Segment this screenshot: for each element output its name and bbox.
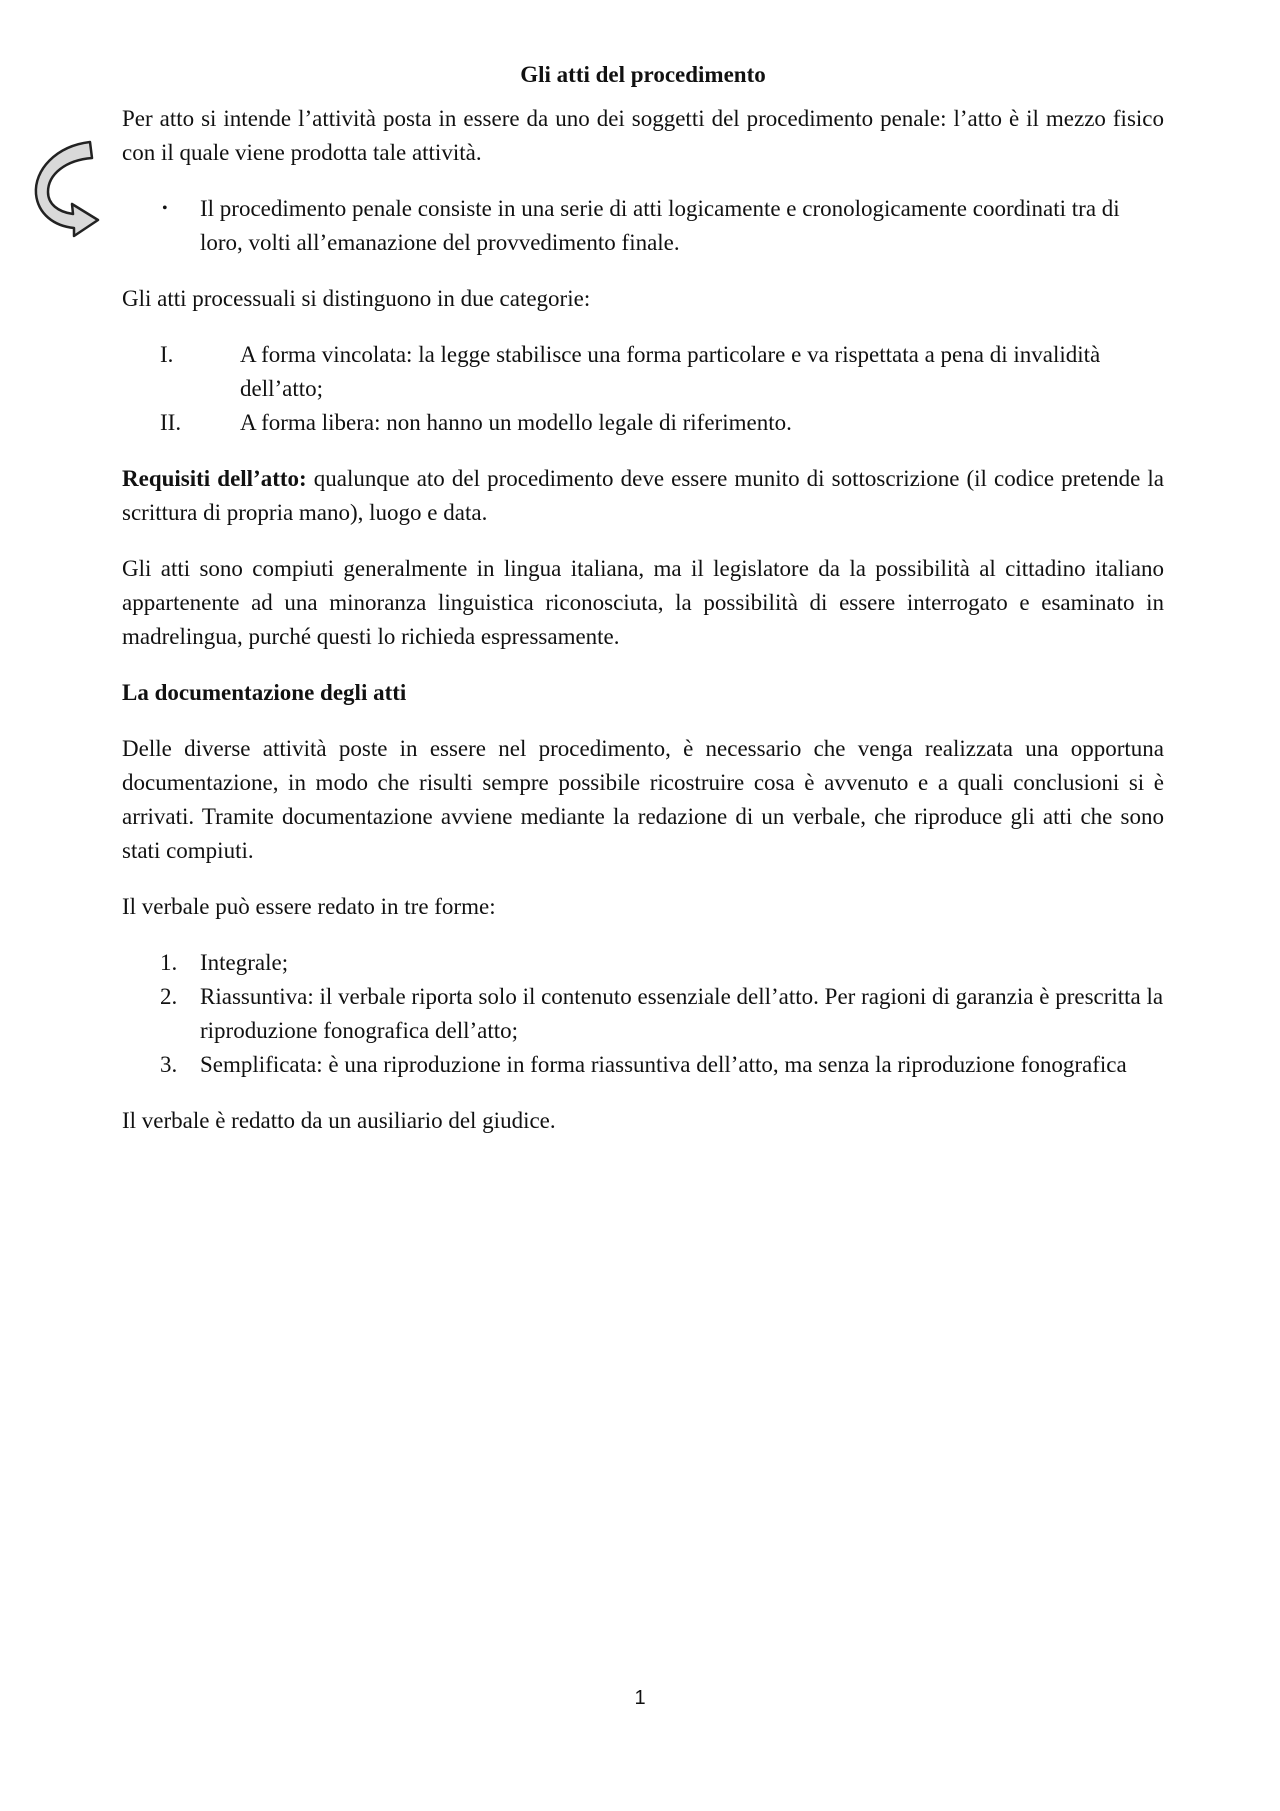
list-marker: 1. (160, 950, 178, 975)
verbale-forms-list (122, 946, 1164, 1082)
categories-list (122, 338, 1164, 440)
list-item-text: A forma libera: non hanno un modello legale di riferimento. (240, 410, 792, 435)
document-body (122, 58, 1164, 1160)
intro-paragraph: Per atto si intende l’attività posta in essere da uno dei soggetti del procedimento penale: l’atto è il mezzo fisico con il quale viene prodotta tale attività. (122, 106, 1164, 165)
list-item (122, 338, 1164, 406)
page-number: 1 (634, 1687, 646, 1709)
requisiti-paragraph (122, 462, 1164, 530)
list-item (122, 946, 1164, 980)
lingua-paragraph: Gli atti sono compiuti generalmente in lingua italiana, ma il legislatore da la possibilità al cittadino italiano appartenente ad una minoranza linguistica riconosciuta, la possibilità di essere interrogato e esaminato in madrelingua, purché questi lo richieda espressamente. (122, 556, 1164, 649)
list-marker: 3. (160, 1052, 178, 1077)
document-title: Gli atti del procedimento (520, 62, 766, 87)
bullet-list (122, 192, 1164, 260)
list-item-text: Riassuntiva: il verbale riporta solo il contenuto essenziale dell’atto. Per ragioni di garanzia è prescritta la riproduzione fonografica dell’atto; (200, 984, 1164, 1043)
list-item-text: Semplificata: è una riproduzione in forma riassuntiva dell’atto, ma senza la riproduzione fonografica (200, 1052, 1127, 1077)
categories-intro: Gli atti processuali si distinguono in due categorie: (122, 286, 591, 311)
closing-paragraph: Il verbale è redatto da un ausiliario del giudice. (122, 1108, 556, 1133)
requisiti-label: Requisiti dell’atto: (122, 466, 307, 491)
list-item (122, 406, 1164, 440)
list-item-text: A forma vincolata: la legge stabilisce una forma particolare e va rispettata a pena di invalidità dell’atto; (240, 342, 1101, 401)
bullet-icon: • (162, 200, 168, 217)
curved-arrow-icon (28, 132, 108, 242)
list-item-text: Integrale; (200, 950, 289, 975)
section-heading: La documentazione degli atti (122, 680, 407, 705)
list-item (122, 192, 1164, 260)
list-marker: I. (160, 342, 174, 367)
documentazione-paragraph: Delle diverse attività poste in essere nel procedimento, è necessario che venga realizzata una opportuna documentazione, in modo che risulti sempre possibile ricostruire cosa è avvenuto e a quali conclusioni si è arrivati. Tramite documentazione avviene mediante la redazione di un verbale, che riproduce gli atti che sono stati compiuti. (122, 736, 1164, 863)
list-item (122, 1048, 1164, 1082)
list-marker: II. (160, 410, 182, 435)
verbale-intro: Il verbale può essere redato in tre forme: (122, 894, 496, 919)
bullet-text: Il procedimento penale consiste in una serie di atti logicamente e cronologicamente coordinati tra di loro, volti all’emanazione del provvedimento finale. (200, 196, 1120, 255)
list-marker: 2. (160, 984, 178, 1009)
list-item (122, 980, 1164, 1048)
requisiti-text: qualunque ato del procedimento deve essere munito di sottoscrizione (il codice pretende la scrittura di propria mano), luogo e data. (122, 466, 1164, 525)
